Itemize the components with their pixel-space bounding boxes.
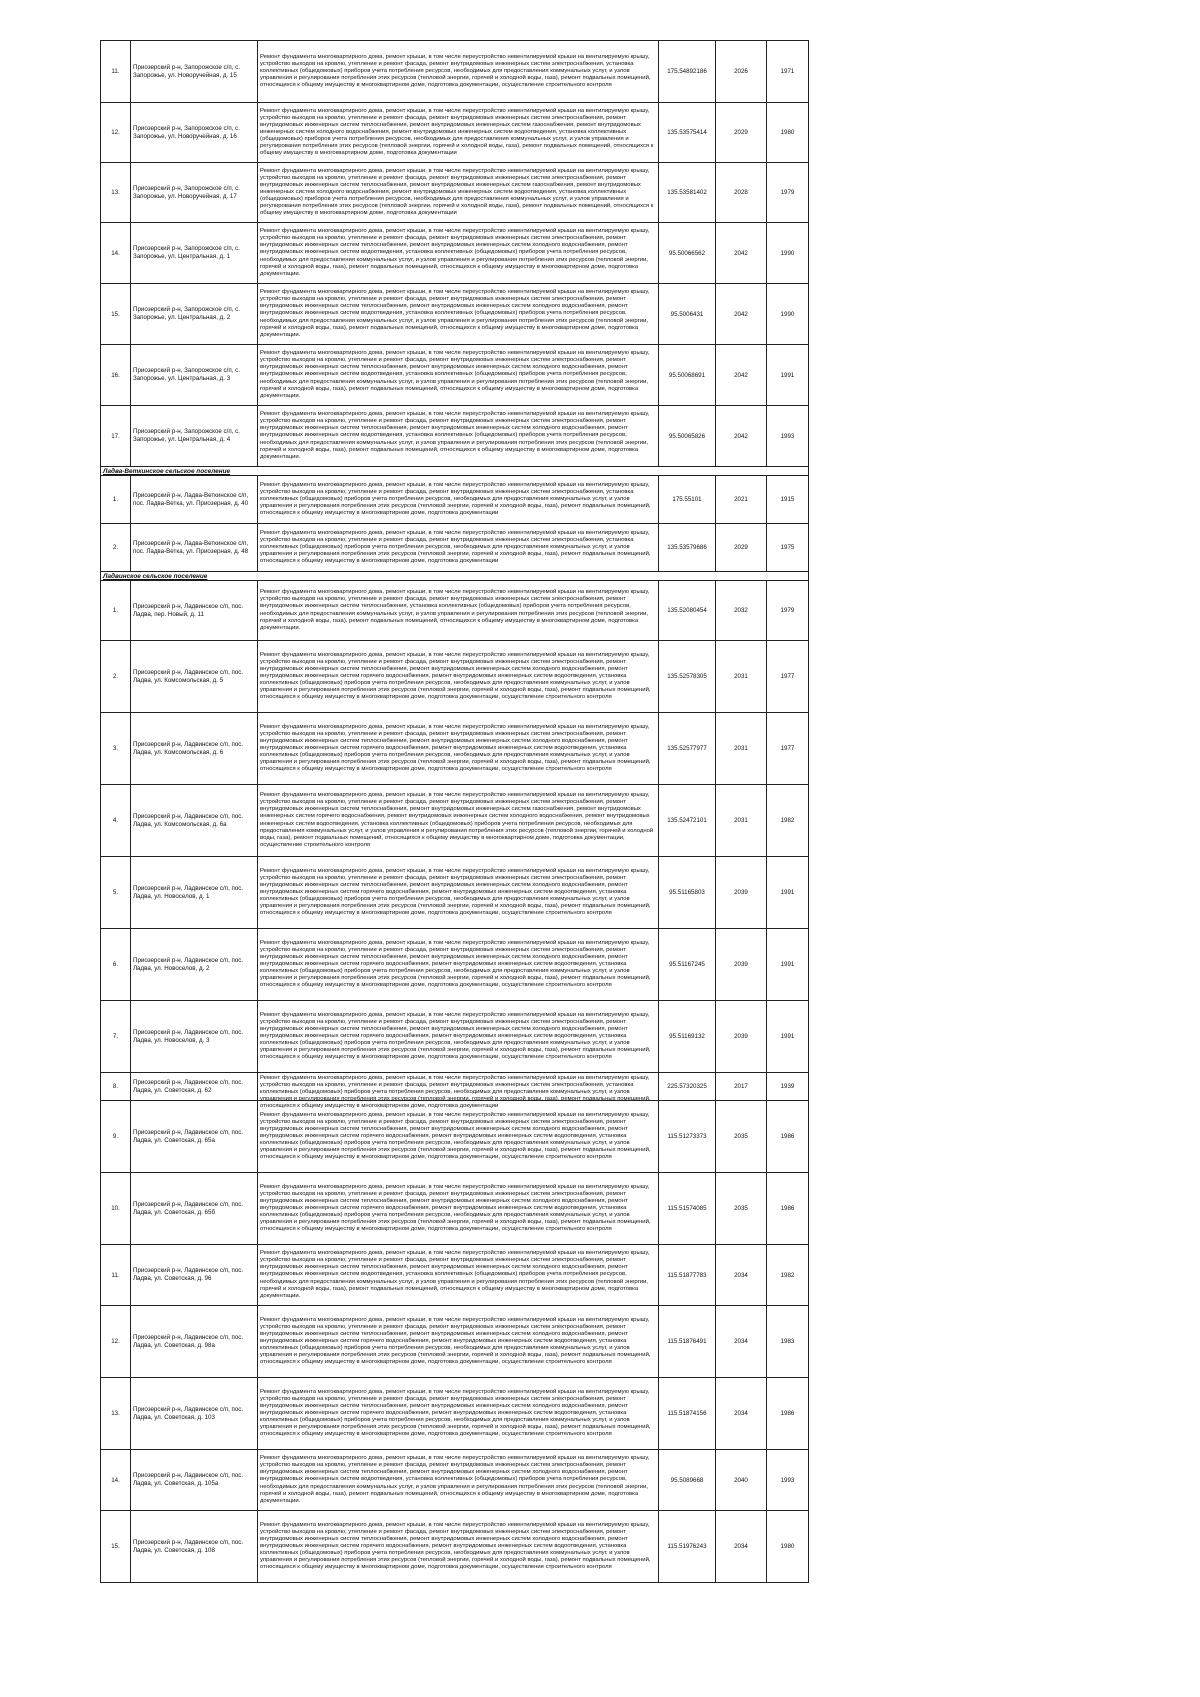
works-text: Ремонт фундамента многоквартирного дома, ремонт крыши, в том числе переустройство невентилируемой крыши на вентилируемую крышу, устройство выходов на кровлю, утепление и ремонт фасада, ремонт внутридомовых инженерных систем электроснабжения, ремонт внутридомовых инженерных систем теплоснабжения, ремонт внутридомовых инженерных систем холодного водоснабжения, ремонт внутридомовых инженерных систем водоотведения, установка коллективных (общедомовых) приборов учета потребления ресурсов, необходимых для предоставления коммунальных услуг, и узлов управления и регулирования потребления этих ресурсов (тепловой энергии, горячей и холодной воды, газа), ремонт подвальных помещений, относящихся к общему имуществу в многоквартирном доме, подготовка документации. bbox=[260, 1455, 650, 1504]
cost-cell: 95.51169132 bbox=[659, 1001, 716, 1073]
build-year-cell: 1979 bbox=[767, 163, 809, 223]
table-row bbox=[101, 476, 809, 524]
row-number-cell: 1. bbox=[101, 476, 131, 524]
cost-cell: 95.50066562 bbox=[659, 223, 716, 284]
row-number-cell: 13. bbox=[101, 1378, 131, 1450]
works-list-cell bbox=[258, 929, 659, 1001]
works-list-cell bbox=[258, 345, 659, 406]
document-page bbox=[100, 40, 808, 1583]
section-header-row bbox=[101, 467, 809, 476]
table-body bbox=[101, 41, 809, 1583]
planned-year-cell: 2031 bbox=[716, 785, 767, 857]
address-cell: Приозерский р-н, Запорожское с/п, с. Запорожье, ул. Центральная, д. 4 bbox=[131, 406, 258, 467]
row-number-cell: 12. bbox=[101, 1306, 131, 1378]
address-cell: Приозерский р-н, Ладвинское с/п, пос. Ладва, ул. Комсомольская, д. 6а bbox=[131, 785, 258, 857]
works-list-cell bbox=[258, 223, 659, 284]
works-list-cell bbox=[258, 857, 659, 929]
row-number-cell: 15. bbox=[101, 284, 131, 345]
build-year-cell: 1979 bbox=[767, 581, 809, 641]
planned-year-cell: 2029 bbox=[716, 524, 767, 572]
build-year-cell: 1990 bbox=[767, 284, 809, 345]
build-year-cell: 1993 bbox=[767, 406, 809, 467]
section-title: Ладва-Веткинское сельское поселение bbox=[101, 467, 809, 476]
works-list-cell bbox=[258, 524, 659, 572]
table-row bbox=[101, 1306, 809, 1378]
row-number-cell: 6. bbox=[101, 929, 131, 1001]
row-number-cell: 14. bbox=[101, 1450, 131, 1511]
cost-cell: 225.57320325 bbox=[659, 1073, 716, 1101]
table-row bbox=[101, 1173, 809, 1245]
build-year-cell: 1939 bbox=[767, 1073, 809, 1101]
planned-year-cell: 2042 bbox=[716, 223, 767, 284]
works-text: Ремонт фундамента многоквартирного дома, ремонт крыши, в том числе переустройство невентилируемой крыши на вентилируемую крышу, устройство выходов на кровлю, утепление и ремонт фасада, ремонт внутридомовых инженерных систем электроснабжения, установка коллективных (общедомовых) приборов учета потребления ресурсов, необходимых для предоставления коммунальных услуг, и узлов управления и регулирования потребления этих ресурсов (тепловой энергии, горячей и холодной воды, газа), ремонт подвальных помещений, относящихся к общему имуществу в многоквартирном доме, подготовка документации, осуществление строительного контроля bbox=[260, 53, 651, 89]
address-cell: Приозерский р-н, Ладвинское с/п, пос. Ладва, ул. Советская, д. 98а bbox=[131, 1306, 258, 1378]
build-year-cell: 1991 bbox=[767, 857, 809, 929]
row-number-cell: 11. bbox=[101, 1245, 131, 1306]
row-number-cell: 4. bbox=[101, 785, 131, 857]
works-text: Ремонт фундамента многоквартирного дома, ремонт крыши, в том числе переустройство невентилируемой крыши на вентилируемую крышу, устройство выходов на кровлю, утепление и ремонт фасада, ремонт внутридомовых инженерных систем электроснабжения, ремонт внутридомовых инженерных систем теплоснабжения, ремонт внутридомовых инженерных систем холодного водоснабжения, ремонт внутридомовых инженерных систем водоотведения, установка коллективных (общедомовых) приборов учета потребления ресурсов, необходимых для предоставления коммунальных услуг, и узлов управления и регулирования потребления этих ресурсов (тепловой энергии, горячей и холодной воды, газа), ремонт подвальных помещений, относящихся к общему имуществу в многоквартирном доме, подготовка документации. bbox=[260, 289, 650, 338]
address-cell: Приозерский р-н, Ладва-Веткинское с/п, пос. Ладва-Ветка, ул. Приозерная, д. 40 bbox=[131, 476, 258, 524]
planned-year-cell: 2034 bbox=[716, 1378, 767, 1450]
works-text: Ремонт фундамента многоквартирного дома, ремонт крыши, в том числе переустройство невентилируемой крыши на вентилируемую крышу, устройство выходов на кровлю, утепление и ремонт фасада, ремонт внутридомовых инженерных систем электроснабжения, ремонт внутридомовых инженерных систем теплоснабжения, установка коллективных (общедомовых) приборов учета потребления ресурсов, необходимых для предоставления коммунальных услуг, и узлов управления и регулирования потребления этих ресурсов (тепловой энергии, горячей и холодной воды, газа), ремонт подвальных помещений, относящихся к общему имуществу в многоквартирном доме, подготовка документации. bbox=[260, 589, 650, 631]
cost-cell: 135.52080454 bbox=[659, 581, 716, 641]
planned-year-cell: 2039 bbox=[716, 929, 767, 1001]
row-number-cell: 13. bbox=[101, 163, 131, 223]
cost-cell: 95.5006431 bbox=[659, 284, 716, 345]
address-cell: Приозерский р-н, Ладвинское с/п, пос. Ладва, пер. Новый, д. 11 bbox=[131, 581, 258, 641]
build-year-cell: 1971 bbox=[767, 41, 809, 103]
table-row bbox=[101, 223, 809, 284]
works-text: Ремонт фундамента многоквартирного дома, ремонт крыши, в том числе переустройство невентилируемой крыши на вентилируемую крышу, устройство выходов на кровлю, утепление и ремонт фасада, ремонт внутридомовых инженерных систем электроснабжения, ремонт внутридомовых инженерных систем теплоснабжения, ремонт внутридомовых инженерных систем холодного водоснабжения, ремонт внутридомовых инженерных систем горячего водоснабжения, ремонт внутридомовых инженерных систем водоотведения, установка коллективных (общедомовых) приборов учета потребления ресурсов, необходимых для предоставления коммунальных услуг, и узлов управления и регулирования потребления этих ресурсов (тепловой энергии, горячей и холодной воды, газа), ремонт подвальных помещений, относящихся к общему имуществу в многоквартирном доме, подготовка документации, осуществление строительного контроля bbox=[260, 1388, 651, 1438]
address-cell: Приозерский р-н, Ладвинское с/п, пос. Ладва, ул. Советская, д. 65а bbox=[131, 1101, 258, 1173]
planned-year-cell: 2031 bbox=[716, 713, 767, 785]
build-year-cell: 1977 bbox=[767, 713, 809, 785]
build-year-cell: 1986 bbox=[767, 1378, 809, 1450]
address-cell: Приозерский р-н, Ладвинское с/п, пос. Ладва, ул. Советская, д. 96 bbox=[131, 1245, 258, 1306]
works-list-cell bbox=[258, 581, 659, 641]
table-row bbox=[101, 163, 809, 223]
table-row bbox=[101, 1245, 809, 1306]
build-year-cell: 1993 bbox=[767, 1450, 809, 1511]
cost-cell: 115.51273373 bbox=[659, 1101, 716, 1173]
table-row bbox=[101, 1073, 809, 1101]
table-row bbox=[101, 641, 809, 713]
row-number-cell: 16. bbox=[101, 345, 131, 406]
table-row bbox=[101, 581, 809, 641]
build-year-cell: 1980 bbox=[767, 1511, 809, 1583]
row-number-cell: 7. bbox=[101, 1001, 131, 1073]
build-year-cell: 1983 bbox=[767, 1306, 809, 1378]
address-cell: Приозерский р-н, Ладва-Веткинское с/п, пос. Ладва-Ветка, ул. Приозерная, д. 48 bbox=[131, 524, 258, 572]
table-row bbox=[101, 1378, 809, 1450]
row-number-cell: 9. bbox=[101, 1101, 131, 1173]
table-row bbox=[101, 41, 809, 103]
table-row bbox=[101, 857, 809, 929]
works-text: Ремонт фундамента многоквартирного дома, ремонт крыши, в том числе переустройство невентилируемой крыши на вентилируемую крышу, устройство выходов на кровлю, утепление и ремонт фасада, ремонт внутридомовых инженерных систем электроснабжения, ремонт внутридомовых инженерных систем теплоснабжения, ремонт внутридомовых инженерных систем холодного водоснабжения, ремонт внутридомовых инженерных систем горячего водоснабжения, ремонт внутридомовых инженерных систем водоотведения, установка коллективных (общедомовых) приборов учета потребления ресурсов, необходимых для предоставления коммунальных услуг, и узлов управления и регулирования потребления этих ресурсов (тепловой энергии, горячей и холодной воды, газа), ремонт подвальных помещений, относящихся к общему имуществу в многоквартирном доме, подготовка документации, осуществление строительного контроля bbox=[260, 939, 651, 989]
cost-cell: 95.51167245 bbox=[659, 929, 716, 1001]
address-cell: Приозерский р-н, Запорожское с/п, с. Запорожье, ул. Центральная, д. 3 bbox=[131, 345, 258, 406]
works-text: Ремонт фундамента многоквартирного дома, ремонт крыши, в том числе переустройство невентилируемой крыши на вентилируемую крышу, устройство выходов на кровлю, утепление и ремонт фасада, ремонт внутридомовых инженерных систем электроснабжения, ремонт внутридомовых инженерных систем теплоснабжения, ремонт внутридомовых инженерных систем газоснабжения, ремонт внутридомовых инженерных систем холодного водоснабжения, ремонт внутридомовых инженерных систем водоотведения, установка коллективных (общедомовых) приборов учета потребления ресурсов, необходимых для предоставления коммунальных услуг, и узлов управления и регулирования потребления этих ресурсов (тепловой энергии, горячей и холодной воды, газа), ремонт подвальных помещений, относящихся к общему имуществу в многоквартирном доме, подготовка документации bbox=[260, 107, 654, 157]
row-number-cell: 11. bbox=[101, 41, 131, 103]
works-list-cell bbox=[258, 1245, 659, 1306]
works-text: Ремонт фундамента многоквартирного дома, ремонт крыши, в том числе переустройство невентилируемой крыши на вентилируемую крышу, устройство выходов на кровлю, утепление и ремонт фасада, ремонт внутридомовых инженерных систем электроснабжения, ремонт внутридомовых инженерных систем теплоснабжения, ремонт внутридомовых инженерных систем холодного водоснабжения, ремонт внутридомовых инженерных систем водоотведения, установка коллективных (общедомовых) приборов учета потребления ресурсов, необходимых для предоставления коммунальных услуг, и узлов управления и регулирования потребления этих ресурсов (тепловой энергии, горячей и холодной воды, газа), ремонт подвальных помещений, относящихся к общему имуществу в многоквартирном доме, подготовка документации. bbox=[260, 411, 650, 460]
works-text: Ремонт фундамента многоквартирного дома, ремонт крыши, в том числе переустройство невентилируемой крыши на вентилируемую крышу, устройство выходов на кровлю, утепление и ремонт фасада, ремонт внутридомовых инженерных систем электроснабжения, ремонт внутридомовых инженерных систем теплоснабжения, ремонт внутридомовых инженерных систем газоснабжения, ремонт внутридомовых инженерных систем горячего водоснабжения, ремонт внутридомовых инженерных систем холодного водоснабжения, ремонт внутридомовых инженерных систем водоотведения, установка коллективных (общедомовых) приборов учета потребления ресурсов, необходимых для предоставления коммунальных услуг, и узлов управления и регулирования потребления этих ресурсов (тепловой энергии, горячей и холодной воды, газа), ремонт подвальных помещений, относящихся к общему имуществу в многоквартирном доме, подготовка документации, осуществление строительного контроля bbox=[260, 792, 654, 848]
table-row bbox=[101, 713, 809, 785]
works-list-cell bbox=[258, 406, 659, 467]
row-number-cell: 12. bbox=[101, 103, 131, 163]
planned-year-cell: 2042 bbox=[716, 406, 767, 467]
repair-program-table bbox=[100, 40, 809, 1583]
address-cell: Приозерский р-н, Ладвинское с/п, пос. Ладва, ул. Советская, д. 65б bbox=[131, 1173, 258, 1245]
address-cell: Приозерский р-н, Ладвинское с/п, пос. Ладва, ул. Советская, д. 108 bbox=[131, 1511, 258, 1583]
table-row bbox=[101, 785, 809, 857]
table-row bbox=[101, 524, 809, 572]
address-cell: Приозерский р-н, Ладвинское с/п, пос. Ладва, ул. Новоселов, д. 3 bbox=[131, 1001, 258, 1073]
planned-year-cell: 2032 bbox=[716, 581, 767, 641]
build-year-cell: 1986 bbox=[767, 1101, 809, 1173]
cost-cell: 175.55101 bbox=[659, 476, 716, 524]
cost-cell: 115.51574085 bbox=[659, 1173, 716, 1245]
address-cell: Приозерский р-н, Ладвинское с/п, пос. Ладва, ул. Новоселов, д. 1 bbox=[131, 857, 258, 929]
section-header-row bbox=[101, 572, 809, 581]
cost-cell: 135.53581402 bbox=[659, 163, 716, 223]
cost-cell: 115.51876491 bbox=[659, 1306, 716, 1378]
cost-cell: 135.53579686 bbox=[659, 524, 716, 572]
planned-year-cell: 2026 bbox=[716, 41, 767, 103]
works-text: Ремонт фундамента многоквартирного дома, ремонт крыши, в том числе переустройство невентилируемой крыши на вентилируемую крышу, устройство выходов на кровлю, утепление и ремонт фасада, ремонт внутридомовых инженерных систем электроснабжения, ремонт внутридомовых инженерных систем теплоснабжения, ремонт внутридомовых инженерных систем холодного водоснабжения, ремонт внутридомовых инженерных систем горячего водоснабжения, ремонт внутридомовых инженерных систем водоотведения, установка коллективных (общедомовых) приборов учета потребления ресурсов, необходимых для предоставления коммунальных услуг, и узлов управления и регулирования потребления этих ресурсов (тепловой энергии, горячей и холодной воды, газа), ремонт подвальных помещений, относящихся к общему имуществу в многоквартирном доме, подготовка документации, осуществление строительного контроля bbox=[260, 651, 651, 701]
address-cell: Приозерский р-н, Ладвинское с/п, пос. Ладва, ул. Новоселов, д. 2 bbox=[131, 929, 258, 1001]
works-list-cell bbox=[258, 1001, 659, 1073]
row-number-cell: 2. bbox=[101, 641, 131, 713]
works-text: Ремонт фундамента многоквартирного дома, ремонт крыши, в том числе переустройство невентилируемой крыши на вентилируемую крышу, устройство выходов на кровлю, утепление и ремонт фасада, ремонт внутридомовых инженерных систем электроснабжения, установка коллективных (общедомовых) приборов учета потребления ресурсов, необходимых для предоставления коммунальных услуг, и узлов управления и регулирования потребления этих ресурсов (тепловой энергии, горячей и холодной воды, газа), ремонт подвальных помещений, относящихся к общему имуществу в многоквартирном доме, подготовка документации bbox=[260, 481, 651, 517]
works-text: Ремонт фундамента многоквартирного дома, ремонт крыши, в том числе переустройство невентилируемой крыши на вентилируемую крышу, устройство выходов на кровлю, утепление и ремонт фасада, ремонт внутридомовых инженерных систем электроснабжения, ремонт внутридомовых инженерных систем теплоснабжения, ремонт внутридомовых инженерных систем холодного водоснабжения, ремонт внутридомовых инженерных систем водоотведения, установка коллективных (общедомовых) приборов учета потребления ресурсов, необходимых для предоставления коммунальных услуг, и узлов управления и регулирования потребления этих ресурсов (тепловой энергии, горячей и холодной воды, газа), ремонт подвальных помещений, относящихся к общему имуществу в многоквартирном доме, подготовка документации. bbox=[260, 228, 650, 277]
build-year-cell: 1991 bbox=[767, 1001, 809, 1073]
works-list-cell bbox=[258, 284, 659, 345]
row-number-cell: 10. bbox=[101, 1173, 131, 1245]
works-list-cell bbox=[258, 476, 659, 524]
cost-cell: 135.52577977 bbox=[659, 713, 716, 785]
address-cell: Приозерский р-н, Запорожское с/п, с. Запорожье, ул. Новоручейная, д. 16 bbox=[131, 103, 258, 163]
table-row bbox=[101, 1511, 809, 1583]
table-row bbox=[101, 1001, 809, 1073]
works-list-cell bbox=[258, 785, 659, 857]
build-year-cell: 1991 bbox=[767, 345, 809, 406]
table-row bbox=[101, 284, 809, 345]
cost-cell: 115.51874156 bbox=[659, 1378, 716, 1450]
planned-year-cell: 2021 bbox=[716, 476, 767, 524]
works-text: Ремонт фундамента многоквартирного дома, ремонт крыши, в том числе переустройство невентилируемой крыши на вентилируемую крышу, устройство выходов на кровлю, утепление и ремонт фасада, ремонт внутридомовых инженерных систем электроснабжения, установка коллективных (общедомовых) приборов учета потребления ресурсов, необходимых для предоставления коммунальных услуг, и узлов управления и регулирования потребления этих ресурсов (тепловой энергии, горячей и холодной воды, газа), ремонт подвальных помещений, относящихся к общему имуществу в многоквартирном доме, подготовка документации bbox=[260, 529, 651, 565]
table-row bbox=[101, 929, 809, 1001]
table-row bbox=[101, 1101, 809, 1173]
works-list-cell bbox=[258, 1450, 659, 1511]
row-number-cell: 5. bbox=[101, 857, 131, 929]
works-text: Ремонт фундамента многоквартирного дома, ремонт крыши, в том числе переустройство невентилируемой крыши на вентилируемую крышу, устройство выходов на кровлю, утепление и ремонт фасада, ремонт внутридомовых инженерных систем электроснабжения, ремонт внутридомовых инженерных систем теплоснабжения, ремонт внутридомовых инженерных систем холодного водоснабжения, ремонт внутридомовых инженерных систем горячего водоснабжения, ремонт внутридомовых инженерных систем водоотведения, установка коллективных (общедомовых) приборов учета потребления ресурсов, необходимых для предоставления коммунальных услуг, и узлов управления и регулирования потребления этих ресурсов (тепловой энергии, горячей и холодной воды, газа), ремонт подвальных помещений, относящихся к общему имуществу в многоквартирном доме, подготовка документации, осуществление строительного контроля bbox=[260, 1011, 651, 1061]
table-row bbox=[101, 406, 809, 467]
build-year-cell: 1977 bbox=[767, 641, 809, 713]
cost-cell: 95.50068691 bbox=[659, 345, 716, 406]
works-list-cell bbox=[258, 41, 659, 103]
works-text: Ремонт фундамента многоквартирного дома, ремонт крыши, в том числе переустройство невентилируемой крыши на вентилируемую крышу, устройство выходов на кровлю, утепление и ремонт фасада, ремонт внутридомовых инженерных систем электроснабжения, ремонт внутридомовых инженерных систем теплоснабжения, ремонт внутридомовых инженерных систем холодного водоснабжения, ремонт внутридомовых инженерных систем горячего водоснабжения, ремонт внутридомовых инженерных систем водоотведения, установка коллективных (общедомовых) приборов учета потребления ресурсов, необходимых для предоставления коммунальных услуг, и узлов управления и регулирования потребления этих ресурсов (тепловой энергии, горячей и холодной воды, газа), ремонт подвальных помещений, относящихся к общему имуществу в многоквартирном доме, подготовка документации, осуществление строительного контроля bbox=[260, 1183, 651, 1233]
section-title: Ладвинское сельское поселение bbox=[101, 572, 809, 581]
row-number-cell: 15. bbox=[101, 1511, 131, 1583]
address-cell: Приозерский р-н, Запорожское с/п, с. Запорожье, ул. Новоручейная, д. 15 bbox=[131, 41, 258, 103]
build-year-cell: 1980 bbox=[767, 103, 809, 163]
planned-year-cell: 2028 bbox=[716, 163, 767, 223]
table-row bbox=[101, 345, 809, 406]
works-list-cell bbox=[258, 1378, 659, 1450]
cost-cell: 95.51165803 bbox=[659, 857, 716, 929]
build-year-cell: 1991 bbox=[767, 929, 809, 1001]
cost-cell: 135.52578305 bbox=[659, 641, 716, 713]
planned-year-cell: 2017 bbox=[716, 1073, 767, 1101]
build-year-cell: 1982 bbox=[767, 785, 809, 857]
planned-year-cell: 2031 bbox=[716, 641, 767, 713]
works-text: Ремонт фундамента многоквартирного дома, ремонт крыши, в том числе переустройство невентилируемой крыши на вентилируемую крышу, устройство выходов на кровлю, утепление и ремонт фасада, ремонт внутридомовых инженерных систем электроснабжения, ремонт внутридомовых инженерных систем теплоснабжения, ремонт внутридомовых инженерных систем газоснабжения, ремонт внутридомовых инженерных систем холодного водоснабжения, ремонт внутридомовых инженерных систем водоотведения, установка коллективных (общедомовых) приборов учета потребления ресурсов, необходимых для предоставления коммунальных услуг, и узлов управления и регулирования потребления этих ресурсов (тепловой энергии, горячей и холодной воды, газа), ремонт подвальных помещений, относящихся к общему имуществу в многоквартирном доме, подготовка документации bbox=[260, 167, 654, 217]
works-list-cell bbox=[258, 163, 659, 223]
row-number-cell: 17. bbox=[101, 406, 131, 467]
build-year-cell: 1915 bbox=[767, 476, 809, 524]
planned-year-cell: 2035 bbox=[716, 1173, 767, 1245]
cost-cell: 115.51976243 bbox=[659, 1511, 716, 1583]
planned-year-cell: 2040 bbox=[716, 1450, 767, 1511]
planned-year-cell: 2042 bbox=[716, 345, 767, 406]
works-text: Ремонт фундамента многоквартирного дома, ремонт крыши, в том числе переустройство невентилируемой крыши на вентилируемую крышу, устройство выходов на кровлю, утепление и ремонт фасада, ремонт внутридомовых инженерных систем электроснабжения, ремонт внутридомовых инженерных систем теплоснабжения, ремонт внутридомовых инженерных систем холодного водоснабжения, ремонт внутридомовых инженерных систем водоотведения, установка коллективных (общедомовых) приборов учета потребления ресурсов, необходимых для предоставления коммунальных услуг, и узлов управления и регулирования потребления этих ресурсов (тепловой энергии, горячей и холодной воды, газа), ремонт подвальных помещений, относящихся к общему имуществу в многоквартирном доме, подготовка документации. bbox=[260, 1250, 650, 1299]
works-list-cell bbox=[258, 1101, 659, 1173]
cost-cell: 135.53575414 bbox=[659, 103, 716, 163]
works-text: Ремонт фундамента многоквартирного дома, ремонт крыши, в том числе переустройство невентилируемой крыши на вентилируемую крышу, устройство выходов на кровлю, утепление и ремонт фасада, ремонт внутридомовых инженерных систем электроснабжения, ремонт внутридомовых инженерных систем теплоснабжения, ремонт внутридомовых инженерных систем холодного водоснабжения, ремонт внутридомовых инженерных систем горячего водоснабжения, ремонт внутридомовых инженерных систем водоотведения, установка коллективных (общедомовых) приборов учета потребления ресурсов, необходимых для предоставления коммунальных услуг, и узлов управления и регулирования потребления этих ресурсов (тепловой энергии, горячей и холодной воды, газа), ремонт подвальных помещений, относящихся к общему имуществу в многоквартирном доме, подготовка документации, осуществление строительного контроля bbox=[260, 867, 651, 917]
table-row bbox=[101, 1450, 809, 1511]
works-text: Ремонт фундамента многоквартирного дома, ремонт крыши, в том числе переустройство невентилируемой крыши на вентилируемую крышу, устройство выходов на кровлю, утепление и ремонт фасада, ремонт внутридомовых инженерных систем электроснабжения, ремонт внутридомовых инженерных систем теплоснабжения, ремонт внутридомовых инженерных систем холодного водоснабжения, ремонт внутридомовых инженерных систем горячего водоснабжения, ремонт внутридомовых инженерных систем водоотведения, установка коллективных (общедомовых) приборов учета потребления ресурсов, необходимых для предоставления коммунальных услуг, и узлов управления и регулирования потребления этих ресурсов (тепловой энергии, горячей и холодной воды, газа), ремонт подвальных помещений, относящихся к общему имуществу в многоквартирном доме, подготовка документации, осуществление строительного контроля bbox=[260, 723, 651, 773]
works-list-cell bbox=[258, 641, 659, 713]
works-list-cell bbox=[258, 1073, 659, 1110]
planned-year-cell: 2039 bbox=[716, 1001, 767, 1073]
works-list-cell bbox=[258, 1511, 659, 1583]
works-list-cell bbox=[258, 713, 659, 785]
build-year-cell: 1986 bbox=[767, 1173, 809, 1245]
cost-cell: 95.5089668 bbox=[659, 1450, 716, 1511]
address-cell: Приозерский р-н, Ладвинское с/п, пос. Ладва, ул. Комсомольская, д. 5 bbox=[131, 641, 258, 713]
row-number-cell: 1. bbox=[101, 581, 131, 641]
row-number-cell: 14. bbox=[101, 223, 131, 284]
row-number-cell: 8. bbox=[101, 1073, 131, 1101]
planned-year-cell: 2034 bbox=[716, 1306, 767, 1378]
address-cell: Приозерский р-н, Запорожское с/п, с. Запорожье, ул. Центральная, д. 2 bbox=[131, 284, 258, 345]
planned-year-cell: 2035 bbox=[716, 1101, 767, 1173]
cost-cell: 175.54892186 bbox=[659, 41, 716, 103]
planned-year-cell: 2039 bbox=[716, 857, 767, 929]
works-text: Ремонт фундамента многоквартирного дома, ремонт крыши, в том числе переустройство невентилируемой крыши на вентилируемую крышу, устройство выходов на кровлю, утепление и ремонт фасада, ремонт внутридомовых инженерных систем электроснабжения, ремонт внутридомовых инженерных систем теплоснабжения, ремонт внутридомовых инженерных систем холодного водоснабжения, ремонт внутридомовых инженерных систем водоотведения, установка коллективных (общедомовых) приборов учета потребления ресурсов, необходимых для предоставления коммунальных услуг, и узлов управления и регулирования потребления этих ресурсов (тепловой энергии, горячей и холодной воды, газа), ремонт подвальных помещений, относящихся к общему имуществу в многоквартирном доме, подготовка документации. bbox=[260, 350, 650, 399]
build-year-cell: 1975 bbox=[767, 524, 809, 572]
works-list-cell bbox=[258, 1173, 659, 1245]
planned-year-cell: 2042 bbox=[716, 284, 767, 345]
works-text: Ремонт фундамента многоквартирного дома, ремонт крыши, в том числе переустройство невентилируемой крыши на вентилируемую крышу, устройство выходов на кровлю, утепление и ремонт фасада, ремонт внутридомовых инженерных систем электроснабжения, установка коллективных (общедомовых) приборов учета потребления ресурсов, необходимых для предоставления коммунальных услуг, и узлов управления и регулирования потребления этих ресурсов (тепловой энергии, горячей и холодной воды, газа), ремонт подвальных помещений, относящихся к общему имуществу в многоквартирном доме, подготовка документации bbox=[260, 1075, 651, 1110]
address-cell: Приозерский р-н, Ладвинское с/п, пос. Ладва, ул. Советская, д. 103 bbox=[131, 1378, 258, 1450]
cost-cell: 115.51877783 bbox=[659, 1245, 716, 1306]
row-number-cell: 3. bbox=[101, 713, 131, 785]
row-number-cell: 2. bbox=[101, 524, 131, 572]
address-cell: Приозерский р-н, Запорожское с/п, с. Запорожье, ул. Новоручейная, д. 17 bbox=[131, 163, 258, 223]
planned-year-cell: 2034 bbox=[716, 1511, 767, 1583]
works-list-cell bbox=[258, 103, 659, 163]
planned-year-cell: 2029 bbox=[716, 103, 767, 163]
build-year-cell: 1982 bbox=[767, 1245, 809, 1306]
address-cell: Приозерский р-н, Ладвинское с/п, пос. Ладва, ул. Советская, д. 62 bbox=[131, 1073, 258, 1101]
works-text: Ремонт фундамента многоквартирного дома, ремонт крыши, в том числе переустройство невентилируемой крыши на вентилируемую крышу, устройство выходов на кровлю, утепление и ремонт фасада, ремонт внутридомовых инженерных систем электроснабжения, ремонт внутридомовых инженерных систем теплоснабжения, ремонт внутридомовых инженерных систем холодного водоснабжения, ремонт внутридомовых инженерных систем горячего водоснабжения, ремонт внутридомовых инженерных систем водоотведения, установка коллективных (общедомовых) приборов учета потребления ресурсов, необходимых для предоставления коммунальных услуг, и узлов управления и регулирования потребления этих ресурсов (тепловой энергии, горячей и холодной воды, газа), ремонт подвальных помещений, относящихся к общему имуществу в многоквартирном доме, подготовка документации, осуществление строительного контроля bbox=[260, 1316, 651, 1366]
address-cell: Приозерский р-н, Ладвинское с/п, пос. Ладва, ул. Комсомольская, д. 6 bbox=[131, 713, 258, 785]
address-cell: Приозерский р-н, Ладвинское с/п, пос. Ладва, ул. Советская, д. 105а bbox=[131, 1450, 258, 1511]
works-list-cell bbox=[258, 1306, 659, 1378]
cost-cell: 135.52472101 bbox=[659, 785, 716, 857]
works-text: Ремонт фундамента многоквартирного дома, ремонт крыши, в том числе переустройство невентилируемой крыши на вентилируемую крышу, устройство выходов на кровлю, утепление и ремонт фасада, ремонт внутридомовых инженерных систем электроснабжения, ремонт внутридомовых инженерных систем теплоснабжения, ремонт внутридомовых инженерных систем холодного водоснабжения, ремонт внутридомовых инженерных систем горячего водоснабжения, ремонт внутридомовых инженерных систем водоотведения, установка коллективных (общедомовых) приборов учета потребления ресурсов, необходимых для предоставления коммунальных услуг, и узлов управления и регулирования потребления этих ресурсов (тепловой энергии, горячей и холодной воды, газа), ремонт подвальных помещений, относящихся к общему имуществу в многоквартирном доме, подготовка документации, осуществление строительного контроля bbox=[260, 1111, 651, 1161]
works-text: Ремонт фундамента многоквартирного дома, ремонт крыши, в том числе переустройство невентилируемой крыши на вентилируемую крышу, устройство выходов на кровлю, утепление и ремонт фасада, ремонт внутридомовых инженерных систем электроснабжения, ремонт внутридомовых инженерных систем теплоснабжения, ремонт внутридомовых инженерных систем холодного водоснабжения, ремонт внутридомовых инженерных систем горячего водоснабжения, ремонт внутридомовых инженерных систем водоотведения, установка коллективных (общедомовых) приборов учета потребления ресурсов, необходимых для предоставления коммунальных услуг, и узлов управления и регулирования потребления этих ресурсов (тепловой энергии, горячей и холодной воды, газа), ремонт подвальных помещений, относящихся к общему имуществу в многоквартирном доме, подготовка документации, осуществление строительного контроля bbox=[260, 1521, 651, 1571]
build-year-cell: 1990 bbox=[767, 223, 809, 284]
table-row bbox=[101, 103, 809, 163]
address-cell: Приозерский р-н, Запорожское с/п, с. Запорожье, ул. Центральная, д. 1 bbox=[131, 223, 258, 284]
cost-cell: 95.50065826 bbox=[659, 406, 716, 467]
planned-year-cell: 2034 bbox=[716, 1245, 767, 1306]
